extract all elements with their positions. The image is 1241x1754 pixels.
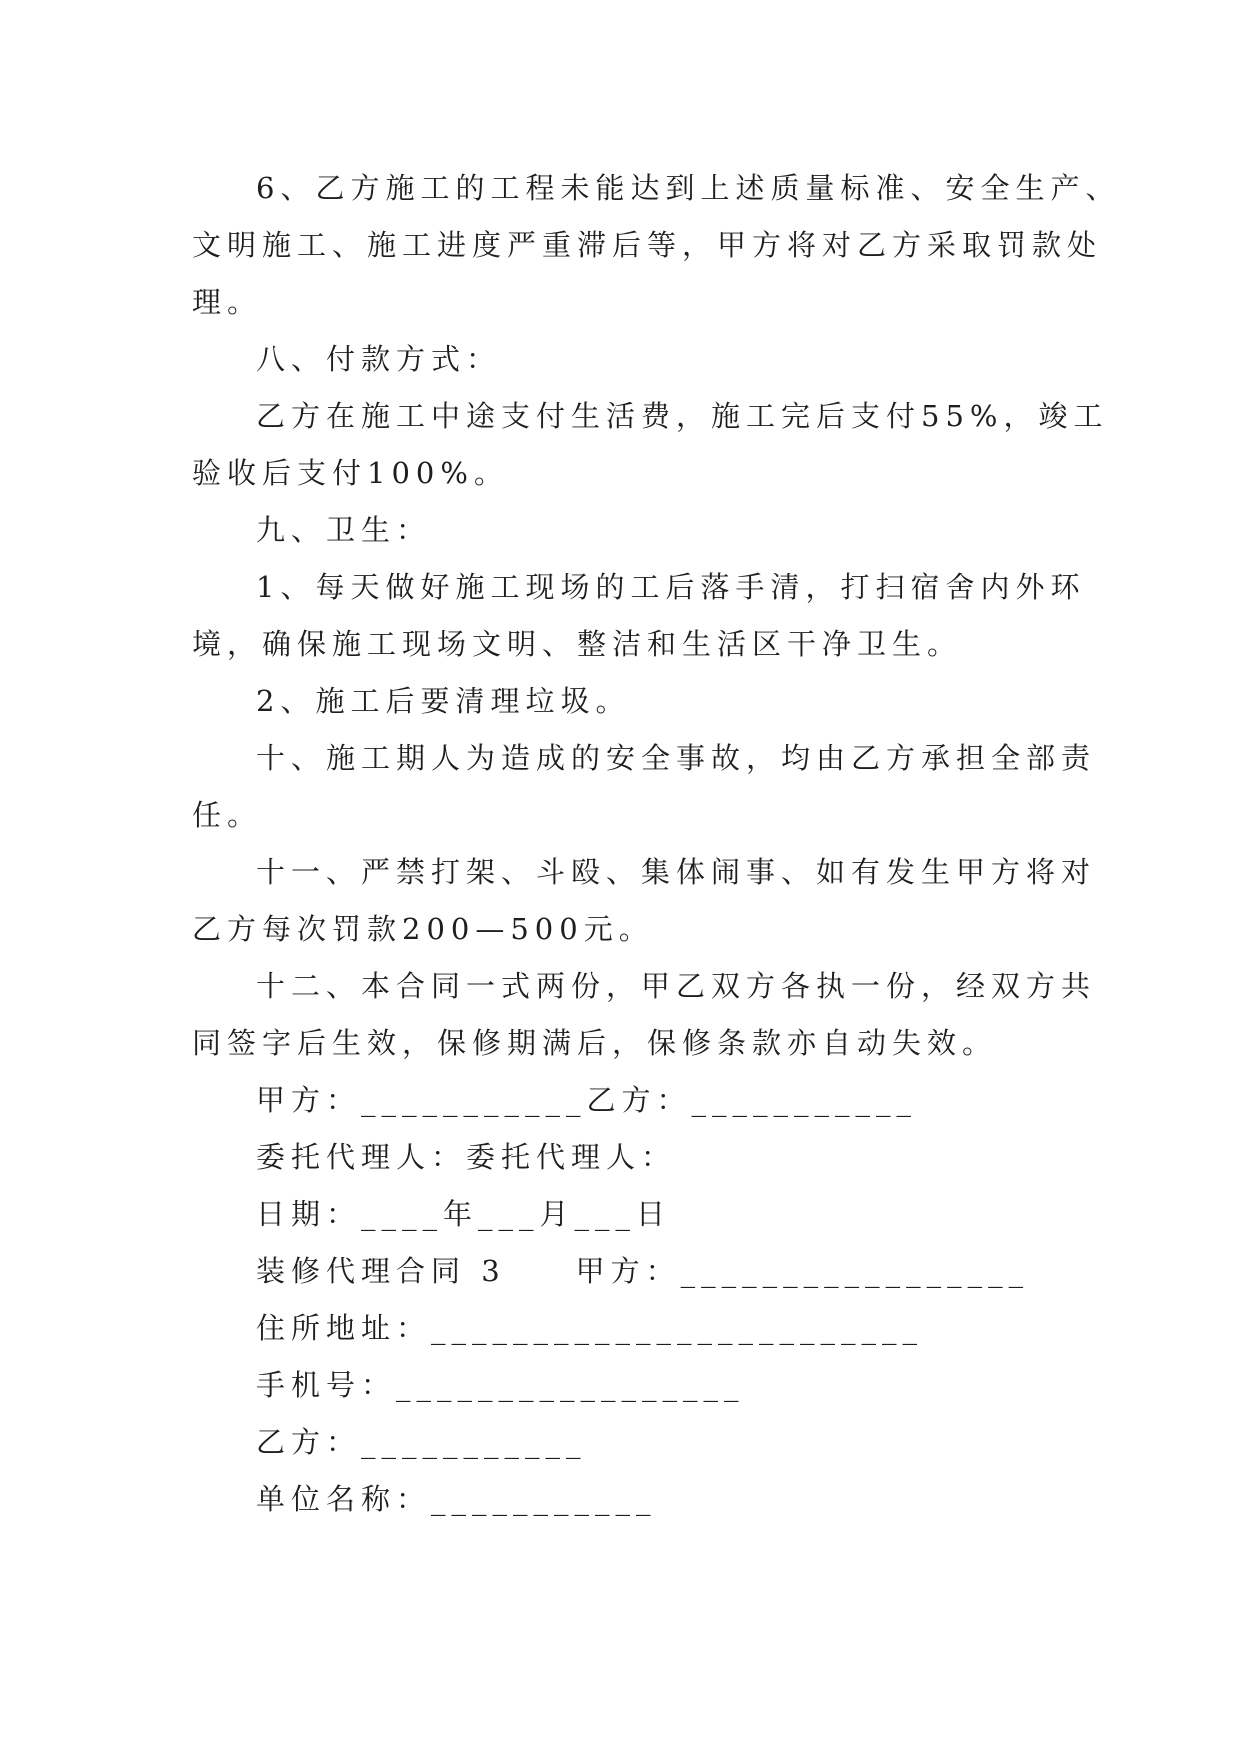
text-line: 1、每天做好施工现场的工后落手清，打扫宿舍内外环 <box>256 570 1086 604</box>
text-line: 十一、严禁打架、斗殴、集体闹事、如有发生甲方将对 <box>256 855 1097 889</box>
company-name-line: 单位名称：___________ <box>256 1482 657 1516</box>
phone-line: 手机号：_________________ <box>256 1368 745 1402</box>
date-line: 日期：____年___月___日 <box>256 1197 672 1231</box>
agent-line: 委托代理人：委托代理人： <box>256 1140 677 1174</box>
text-line: 乙方每次罚款200—500元。 <box>192 912 654 946</box>
text-line: 十、施工期人为造成的安全事故，均由乙方承担全部责 <box>256 741 1097 775</box>
text-line: 验收后支付100%。 <box>192 456 509 490</box>
section-heading-payment: 八、付款方式： <box>256 342 502 376</box>
section-heading-hygiene: 九、卫生： <box>256 513 432 547</box>
text-line: 任。 <box>192 798 263 832</box>
party-b-line: 乙方：___________ <box>256 1425 587 1459</box>
text-line: 同签字后生效，保修期满后，保修条款亦自动失效。 <box>192 1026 998 1060</box>
address-line: 住所地址：________________________ <box>256 1311 924 1345</box>
text-line: 理。 <box>192 285 263 319</box>
text-line: 十二、本合同一式两份，甲乙双方各执一份，经双方共 <box>256 969 1097 1003</box>
contract-body <box>192 160 1121 1528</box>
text-line: 乙方在施工中途支付生活费，施工完后支付55%，竣工 <box>256 399 1109 433</box>
text-line: 6、乙方施工的工程未能达到上述质量标准、安全生产、 <box>256 171 1121 205</box>
text-line: 境，确保施工现场文明、整洁和生活区干净卫生。 <box>192 627 963 661</box>
text-line: 2、施工后要清理垃圾。 <box>256 684 631 718</box>
text-line: 文明施工、施工进度严重滞后等，甲方将对乙方采取罚款处 <box>192 228 1103 262</box>
signature-parties-line: 甲方：___________乙方：___________ <box>256 1083 918 1117</box>
contract-title-line: 装修代理合同 3 甲方：_________________ <box>256 1254 1030 1288</box>
